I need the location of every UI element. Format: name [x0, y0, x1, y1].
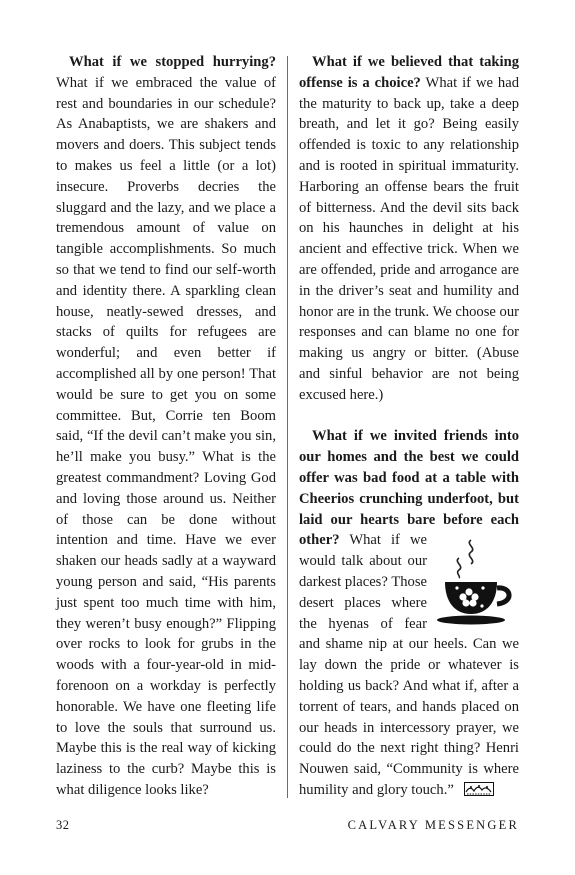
- paragraph-body: What if we embraced the value of rest and boundaries in our schedule? As Anabaptists, we are shakers and movers and doers. This subject tends to makes us feel a little (or a lot) insecure. Proverbs decries the sluggard and the lazy, and we place a tremendous amount of value on tangible accomplishments. So much so that we tend to find our self-worth and identity there. A sparkling clean house, neatly-sewed dresses, and stacks of quilts for refugees are wonderful; and even better if accomplished all by one person! That would be sure to get you on some committee. But, Corrie ten Boom said, “If the devil can’t make you sin, he’ll make you busy.” What is the greatest commandment? Loving God and loving those around us. Neither of those can be done without intention and time. Have we ever shaken our heads sadly at a wayward young person and said, “His parents just spent too much time with him, they weren’t busy enough?” Flipping over rocks to look for grubs in the woods with a four-year-old in mid-forenoon on a workday is perfectly honorable. We have one fleeting life to love the souls that surround us. Maybe this is the real way of kicking laziness to the curb? Maybe this is what diligence looks like?: [56, 74, 276, 798]
- paragraph-offense: [299, 52, 519, 406]
- page-number: 32: [56, 818, 70, 832]
- teacup-icon: [435, 532, 519, 628]
- paragraph-lead: What if we invited friends into our homes and the best we could offer was bad food at a table with Cheerios crunching underfoot, but laid our hearts bare before each other?: [299, 428, 519, 549]
- paragraph-lead: What if we believed that taking offense is a choice?: [299, 54, 519, 91]
- paragraph-body: What if we had the maturity to back up, take a deep breath, and let it go? Being easily offended is toxic to any relationship and is rooted in spiritual immaturity. Harboring an offense bears the fruit of bitterness. And the devil sits back on his haunches in delight at his ancient and effective trick. When we are offended, pride and arrogance are in the driver’s seat and humility and honor are in the trunk. We choose our responses and can blame no one for making us angry or bitter. (Abuse and sinful behavior are not being excused here.): [299, 74, 520, 403]
- right-column: [299, 52, 519, 801]
- paragraph-spacer: [299, 406, 519, 427]
- left-column: [56, 52, 276, 801]
- end-mark-icon: [464, 782, 494, 796]
- paragraph-hurrying: [56, 52, 276, 801]
- paragraph-hospitality: [299, 426, 519, 800]
- paragraph-body: What if we would talk about our darkest places? Those desert places where the hyenas of fear and shame nip at our heels. Can we lay down the pride or whatever is holding us back? And what if, after a torrent of tears, and hands placed on our heads in intercessory prayer, we could do the next right thing? Henri Nouwen said, “Community is where humility and glory touch.”: [299, 532, 519, 798]
- publication-name: CALVARY MESSENGER: [347, 818, 519, 832]
- paragraph-lead: What if we stopped hurrying?: [69, 54, 276, 70]
- column-divider: [287, 56, 288, 798]
